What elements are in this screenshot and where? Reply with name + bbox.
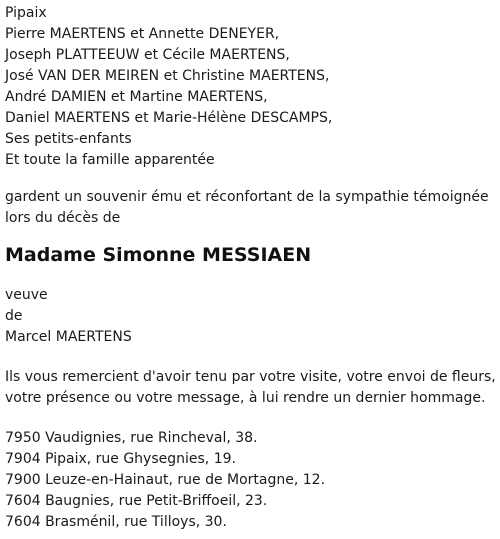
spacer [5,348,500,367]
family-line: Ses petits-enfants [5,131,132,147]
family-line: Pierre MAERTENS et Annette DENEYER, [5,26,280,42]
thanks-section [5,367,500,409]
family-line: Et toute la famille apparentée [5,152,215,168]
family-section [5,3,500,171]
spouse-line: veuve [5,287,48,303]
addresses-section [5,428,500,533]
spouse-section [5,285,500,348]
intro-line: lors du décès de [5,210,121,226]
family-line: José VAN DER MEIREN et Christine MAERTENS, [5,68,330,84]
address-line: 7900 Leuze-en-Hainaut, rue de Mortagne, 12. [5,472,326,488]
family-line: André DAMIEN et Martine MAERTENS, [5,89,268,105]
spacer [5,171,500,187]
thanks-line: Ils vous remercient d'avoir tenu par votre visite, votre envoi de fleurs, [5,369,496,385]
intro-line: gardent un souvenir ému et réconfortant de la sympathie témoignée [5,189,489,205]
thanks-line: votre présence ou votre message, à lui rendre un dernier hommage. [5,390,486,406]
spouse-line: de [5,308,23,324]
deceased-name: Madame Simonne MESSIAEN [5,244,312,266]
address-line: 7604 Brasménil, rue Tilloys, 30. [5,514,227,530]
family-line: Joseph PLATTEEUW et Cécile MAERTENS, [5,47,290,63]
spacer [5,409,500,428]
spouse-line: Marcel MAERTENS [5,329,132,345]
family-line: Daniel MAERTENS et Marie-Hélène DESCAMPS, [5,110,333,126]
header-place: Pipaix [5,5,47,21]
address-line: 7604 Baugnies, rue Petit-Briffoeil, 23. [5,493,268,509]
intro-section [5,187,500,229]
address-line: 7904 Pipaix, rue Ghysegnies, 19. [5,451,236,467]
address-line: 7950 Vaudignies, rue Rincheval, 38. [5,430,258,446]
